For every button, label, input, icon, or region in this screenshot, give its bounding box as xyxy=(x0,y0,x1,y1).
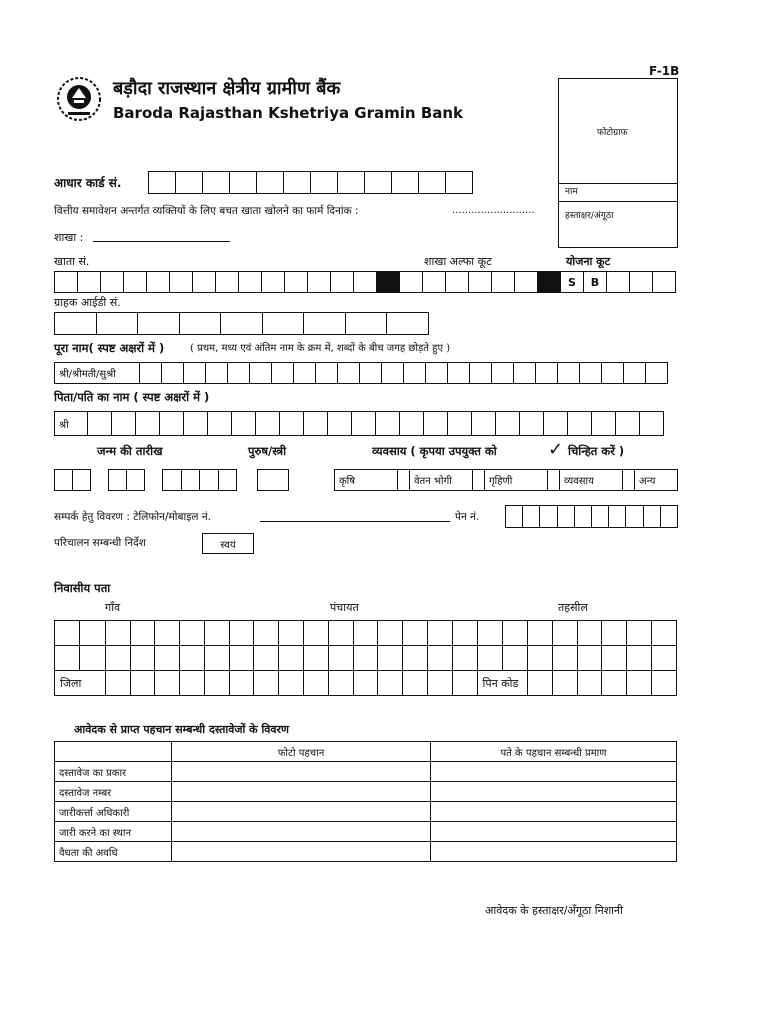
occupation-options[interactable] xyxy=(334,469,678,491)
scheme-code-s: S xyxy=(561,271,584,293)
customer-id-label: ग्राहक आईडी सं. xyxy=(54,296,121,309)
father-name-label: पिता/पति का नाम ( स्पष्ट अक्षरों में ) xyxy=(54,390,210,404)
row-label: दस्तावेज का प्रकार xyxy=(55,762,172,782)
branch-field[interactable] xyxy=(93,241,230,242)
salutation-label: श्री/श्रीमती/सुश्री xyxy=(55,362,140,384)
scheme-code-b: B xyxy=(584,271,607,293)
address-grid[interactable] xyxy=(54,620,677,696)
bank-logo-icon xyxy=(56,76,102,122)
table-row xyxy=(55,842,677,862)
id-docs-table xyxy=(54,741,677,862)
bank-name-english: Baroda Rajasthan Kshetriya Gramin Bank xyxy=(113,104,464,122)
bank-name-hindi: बड़ौदा राजस्थान क्षेत्रीय ग्रामीण बैंक xyxy=(113,78,341,99)
dob-label: जन्म की तारीख xyxy=(97,444,163,458)
dob-year-input[interactable] xyxy=(162,469,237,491)
panchayat-label: पंचायत xyxy=(330,601,359,614)
district-label: जिला xyxy=(55,671,106,696)
id-docs-title: आवेदक से प्राप्त पहचान सम्बन्धी दस्तावेजों के विवरण xyxy=(74,723,289,736)
occupation-business[interactable]: व्यवसाय xyxy=(560,469,623,491)
contact-label: सम्पर्क हेतु विवरण : टेलिफोन/मोबाइल नं. xyxy=(54,511,212,523)
photo-signature-label: हस्ताक्षर/अंगूठा xyxy=(565,211,614,221)
table-row xyxy=(55,762,677,782)
full-name-label: पूरा नाम( स्पष्ट अक्षरों में ) xyxy=(54,341,165,355)
village-label: गाँव xyxy=(105,601,121,614)
operation-label: परिचालन सम्बन्धी निर्देश xyxy=(54,537,146,549)
row-label: जारी करने का स्थान xyxy=(55,822,172,842)
father-prefix: श्री xyxy=(55,411,88,436)
father-name-input[interactable] xyxy=(54,411,664,436)
check-mark-icon: ✓ xyxy=(548,439,564,460)
row-label: जारीकर्त्ता अधिकारी xyxy=(55,802,172,822)
form-code: F-1B xyxy=(649,64,680,78)
account-label: खाता सं. xyxy=(54,255,90,268)
occupation-housewife[interactable]: गृहिणी xyxy=(485,469,548,491)
gender-input[interactable] xyxy=(257,469,289,491)
operation-value: स्वयं xyxy=(202,533,254,554)
applicant-signature-label: आवेदक के हस्ताक्षर/अँगूठा निशानी xyxy=(485,904,623,917)
col-photo-id: फोटो पहचान xyxy=(172,742,431,762)
customer-id-input[interactable] xyxy=(54,312,429,335)
tehsil-label: तहसील xyxy=(558,601,588,614)
photo-box xyxy=(558,78,678,248)
full-name-input[interactable] xyxy=(54,362,668,384)
occupation-salaried[interactable]: वेतन भोगी xyxy=(410,469,473,491)
contact-field[interactable] xyxy=(260,521,450,522)
account-number-input[interactable] xyxy=(54,271,676,293)
row-label: दस्तावेज नम्बर xyxy=(55,782,172,802)
table-row xyxy=(55,782,677,802)
occupation-other[interactable]: अन्य xyxy=(635,469,678,491)
pan-label: पेन नं. xyxy=(455,511,480,523)
date-field[interactable]: .......................... xyxy=(452,205,535,216)
occupation-agriculture[interactable]: कृषि xyxy=(335,469,398,491)
table-row xyxy=(55,822,677,842)
table-row xyxy=(55,802,677,822)
form-title: वित्तीय समावेशन अन्तर्गत व्यक्तियों के लिए बचत खाता खोलने का फार्म दिनांक : xyxy=(54,205,359,217)
occupation-label: व्यवसाय ( कृपया उपयुक्त को xyxy=(372,444,497,458)
aadhaar-label: आधार कार्ड सं. xyxy=(54,176,122,190)
col-address-proof: पते के पहचान सम्बन्धी प्रमाण xyxy=(431,742,677,762)
full-name-note: ( प्रथम, मध्य एवं अंतिम नाम के क्रम में, शब्दों के बीच जगह छोड़ते हुए ) xyxy=(190,343,451,354)
scheme-code-label: योजना कूट xyxy=(566,255,611,268)
aadhaar-input[interactable] xyxy=(148,171,473,194)
photo-name-label: नाम xyxy=(565,187,578,197)
dob-month-input[interactable] xyxy=(108,469,145,491)
gender-label: पुरुष/स्त्री xyxy=(248,444,287,458)
branch-label: शाखा : xyxy=(54,231,84,244)
pincode-label: पिन कोड xyxy=(477,671,528,696)
address-label: निवासीय पता xyxy=(54,581,111,595)
occupation-label-end: चिन्हित करें ) xyxy=(568,444,625,458)
photo-label: फोटोग्राफ xyxy=(597,128,628,138)
dob-day-input[interactable] xyxy=(54,469,91,491)
row-label: वैधता की अवधि xyxy=(55,842,172,862)
branch-alpha-label: शाखा अल्फा कूट xyxy=(424,255,492,268)
pan-input[interactable] xyxy=(505,505,678,528)
